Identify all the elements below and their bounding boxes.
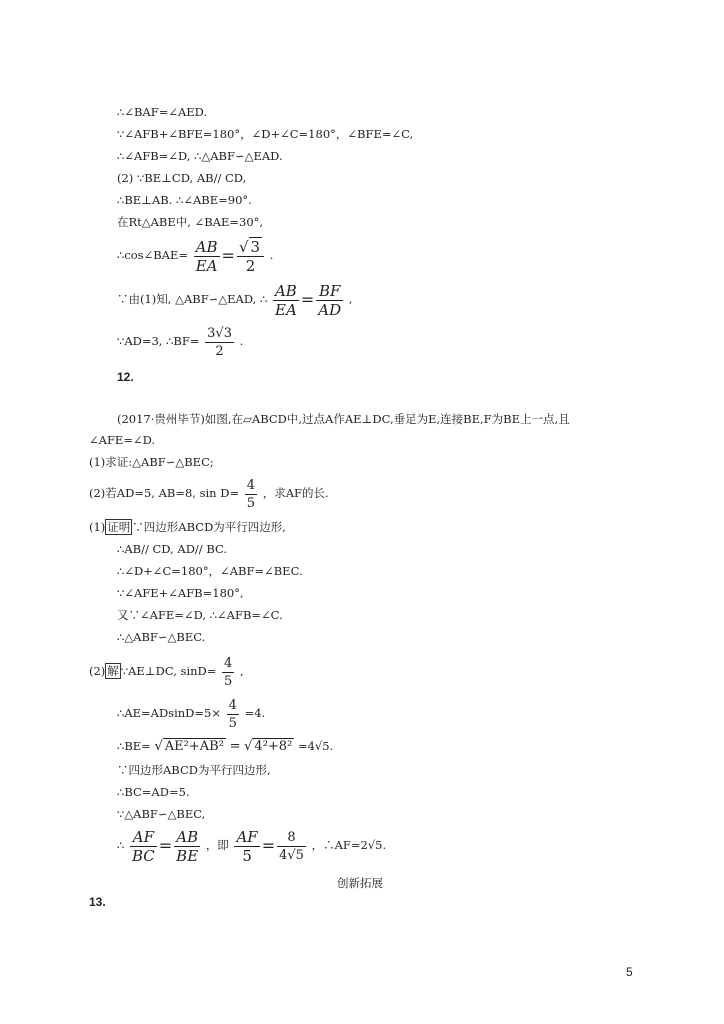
solve-line: ∵△ABF∽△BEC, [117, 807, 206, 821]
ae-result: =4. [244, 706, 266, 720]
fraction-8-4sqrt5 [277, 829, 306, 864]
equals-sign: = [158, 836, 173, 855]
cos-prefix: ∴cos∠BAE= [117, 248, 189, 262]
question-2 [89, 474, 329, 512]
fraction-numerator: 8 [277, 829, 306, 847]
fraction-4-5 [245, 477, 257, 512]
problem-number: 12. [117, 370, 134, 384]
equals-sign: = [221, 246, 235, 265]
fraction-numerator: 3√3 [207, 325, 232, 341]
solve-line: ∴BC=AD=5. [117, 785, 190, 799]
proof-line: 又∵∠AFE=∠D, ∴∠AFB=∠C. [117, 608, 283, 622]
fraction-denominator: EA [275, 300, 297, 319]
fraction-numerator: AF [236, 827, 258, 846]
part-label: (2) [89, 664, 106, 678]
fraction-4-5 [227, 697, 239, 732]
fraction-numerator: AF [130, 828, 157, 847]
fraction-numerator: BF [316, 282, 343, 301]
fraction-bf-ad [316, 282, 343, 319]
solve-line-be [117, 736, 333, 757]
fraction-af-bc [130, 828, 157, 865]
solution-line: ∴∠BAF=∠AED. [117, 105, 208, 119]
be-prefix: ∴BE= [117, 739, 151, 753]
fraction-numerator: AB [274, 281, 297, 300]
fraction-sqrt3-2 [237, 238, 264, 275]
equals-sign: = [300, 290, 315, 309]
fraction-denominator: BC [131, 846, 155, 865]
proof-line: ∴∠D+∠C=180°，∠ABF=∠BEC. [117, 564, 303, 578]
therefore-symbol: ∴ [117, 838, 125, 852]
fraction-numerator: √ 3 [237, 238, 264, 257]
solve-badge: 解 [107, 664, 119, 678]
fraction-denominator: 5 [246, 495, 256, 511]
ratio-prefix: ∵由(1)知, △ABF∽△EAD, ∴ [117, 292, 268, 306]
fraction-denominator: 5 [228, 715, 237, 731]
fraction-denominator: 5 [224, 673, 233, 689]
equals-sign: = [261, 836, 276, 855]
ae-text: ∴AE=ADsinD=5× [117, 706, 221, 720]
solve-line [117, 694, 265, 732]
namely-text: ，即 [205, 838, 229, 852]
radical-4-8: √ 4²+8² [244, 739, 293, 754]
fraction-numerator: AB [195, 237, 218, 256]
fraction-af-5 [234, 828, 259, 865]
proof-line: ∵∠AFE+∠AFB=180°, [117, 586, 244, 600]
solve-line: ∵四边形ABCD为平行四边形, [117, 763, 271, 777]
fraction-denominator: 2 [215, 343, 224, 359]
equals-sign: = [229, 739, 241, 754]
solution-line: ∴BE⊥AB. ∴∠ABE=90°. [117, 193, 252, 207]
solution-line: ∵∠AFB+∠BFE=180°，∠D+∠C=180°，∠BFE=∠C, [117, 127, 414, 141]
fraction-numerator: 4 [228, 697, 237, 713]
section-title: 创新拓展 [337, 876, 383, 890]
radical-ae-ab: √ AE²+AB² [154, 739, 224, 754]
fraction-denominator: EA [195, 256, 218, 275]
solve-line-af [117, 826, 386, 865]
fraction-ab-be [174, 828, 200, 865]
fraction-denominator: 5 [242, 846, 252, 865]
solution-line: (2) ∵BE⊥CD, AB// CD, [117, 171, 247, 185]
problem-stem: ∠AFE=∠D. [89, 433, 156, 447]
fraction-ab-ea [273, 282, 299, 319]
fraction-4-5 [222, 655, 234, 690]
solution-line-bf: ∵AD=3, ∴BF= $\frac{3√3}{2}$ . [117, 325, 244, 359]
fraction-denominator: AD [318, 300, 342, 319]
solution-line: ∴∠AFB=∠D, ∴△ABF∽△EAD. [117, 149, 283, 163]
fraction-denominator: 4√5 [279, 847, 304, 863]
af-result: ，∴AF=2√5. [311, 838, 387, 852]
page-number: 5 [626, 965, 633, 979]
solution-line: 在Rt△ABE中, ∠BAE=30°, [117, 215, 264, 229]
part-label: (1) [89, 520, 106, 534]
fraction-denominator: 2 [245, 256, 256, 275]
fraction-ab-ea [194, 238, 220, 275]
bf-prefix: ∵AD=3, ∴BF= [117, 334, 200, 348]
proof-line: ∴△ABF∽△BEC. [117, 630, 206, 644]
solution-line-cos: ∴cos∠BAE= $\frac{AB}{EA}$ = $\frac{√ 3}{2}$ . [117, 237, 274, 275]
fraction-denominator: BE [176, 846, 199, 865]
proof-badge: 证明 [107, 520, 131, 534]
proof-line: ∴AB// CD, AD// BC. [117, 542, 228, 556]
fraction-3sqrt3-2 [205, 325, 234, 360]
solve-text: ∵AE⊥DC, sinD= [120, 664, 217, 678]
problem-stem: (2017·贵州毕节)如图,在▱ABCD中,过点A作AE⊥DC,垂足为E,连接BE,F为BE上一点,且 [117, 412, 570, 426]
fraction-numerator: 4 [224, 655, 233, 671]
solve-line: (2) 解 ∵AE⊥DC, sinD= $\frac{4}{5}$ , [89, 655, 244, 689]
fraction-numerator: AB [174, 828, 200, 847]
question-2-suffix: ，求AF的长. [262, 486, 329, 500]
problem-number: 13. [89, 895, 106, 909]
question-1: (1)求证:△ABF∽△BEC; [89, 455, 214, 469]
proof-line [89, 520, 286, 534]
proof-text: ∵四边形ABCD为平行四边形, [132, 520, 286, 534]
be-result: =4√5. [297, 739, 334, 753]
fraction-numerator: 4 [246, 477, 256, 493]
question-2-prefix: (2)若AD=5, AB=8, sin D= [89, 486, 240, 500]
solution-line-ratio: ∵由(1)知, △ABF∽△EAD, ∴ $\frac{AB}{EA}$ = $\frac{BF}{AD}$ , [117, 281, 353, 319]
